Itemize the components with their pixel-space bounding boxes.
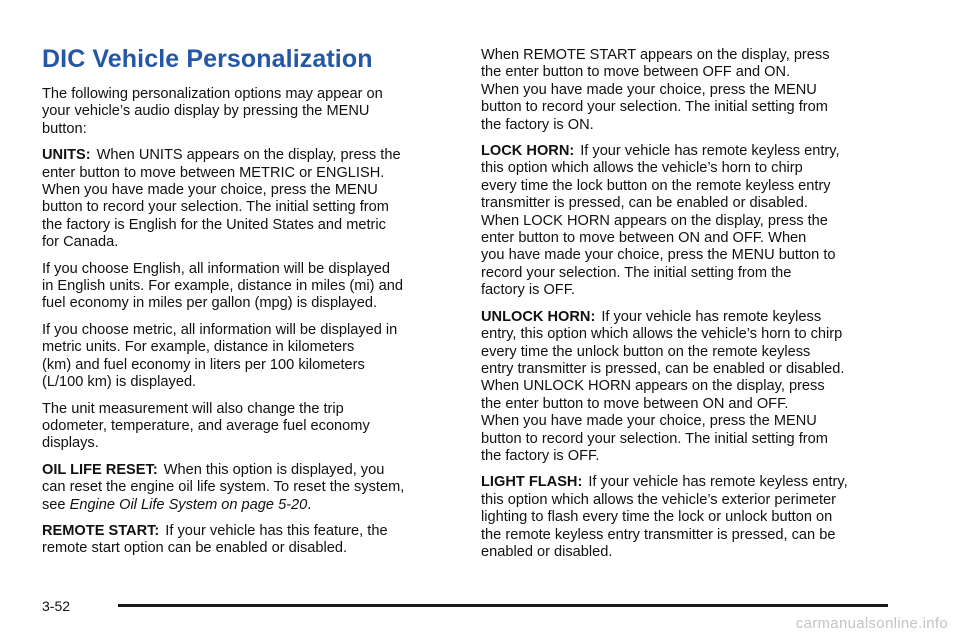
remote-start-paragraph	[42, 523, 454, 558]
remote-start-continued-paragraph: When REMOTE START appears on the display, press the enter button to move between OFF and ON. When you have made your choice, press the MENU button to record your selection. The initial setting from the factory is ON.	[481, 47, 830, 133]
page-heading: DIC Vehicle Personalization	[42, 45, 373, 73]
page-footer	[42, 596, 888, 616]
units-term: UNITS:	[42, 147, 91, 164]
unlock-horn-text: If your vehicle has remote keyless entry, this option which allows the vehicle’s horn to chirp every time the unlock button on the remote keyless entry transmitter is pressed, can be enabled or disabled. When UNLOCK HORN appears on the display, press the enter button to move between ON and OFF. When you have made your choice, press the MENU button to record your selection. The initial setting from the factory is OFF.	[481, 308, 845, 464]
intro-paragraph: The following personalization options may appear on your vehicle’s audio display by pressing the MENU button:	[42, 86, 383, 137]
footer-rule	[118, 604, 888, 607]
metric-paragraph: If you choose metric, all information will be displayed in metric units. For example, distance in kilometers (km) and fuel economy in liters per 100 kilometers (L/100 km) is displayed.	[42, 321, 398, 391]
oil-life-paragraph	[42, 462, 454, 514]
measurement-paragraph: The unit measurement will also change the trip odometer, temperature, and average fuel economy displays.	[42, 400, 370, 452]
units-paragraph	[42, 147, 454, 251]
oil-life-reference-link[interactable]: Engine Oil Life System on page 5-20	[69, 496, 308, 513]
right-column	[481, 47, 897, 570]
watermark: carmanualsonline.info	[795, 615, 948, 632]
unlock-horn-term: UNLOCK HORN:	[481, 308, 596, 325]
lock-horn-term: LOCK HORN:	[481, 143, 575, 160]
remote-start-term: REMOTE START:	[42, 522, 160, 539]
oil-life-end: .	[307, 496, 312, 513]
lock-horn-paragraph	[481, 143, 897, 300]
page-number: 3-52	[42, 598, 71, 614]
oil-life-term: OIL LIFE RESET:	[42, 461, 158, 478]
english-paragraph: If you choose English, all information will be displayed in English units. For example, distance in miles (mi) and fuel economy in miles per gallon (mpg) is displayed.	[42, 260, 403, 312]
light-flash-text: If your vehicle has remote keyless entry, this option which allows the vehicle’s exterior perimeter lighting to flash every time the lock or unlock button on the remote keyless entry transmitter is pressed, can be enabled or disabled.	[481, 474, 848, 560]
lock-horn-text: If your vehicle has remote keyless entry, this option which allows the vehicle’s horn to chirp every time the lock button on the remote keyless entry transmitter is pressed, can be enabled or disabled. When LOCK HORN appears on the display, press the enter button to move between ON and OFF. When you have made your choice, press the MENU button to record your selection. The initial setting from the factory is OFF.	[481, 143, 840, 299]
oil-life-text: When this option is displayed, you can reset the engine oil life system. To reset the system, see	[42, 461, 405, 513]
remote-start-text: If your vehicle has this feature, the remote start option can be enabled or disabled.	[42, 522, 388, 557]
unlock-horn-paragraph	[481, 309, 897, 466]
units-text: When UNITS appears on the display, press the enter button to move between METRIC or ENGLISH. When you have made your choice, press the MENU button to record your selection. The initial setting from the factory is English for the United States and metric for Canada.	[42, 147, 401, 251]
light-flash-term: LIGHT FLASH:	[481, 474, 583, 491]
light-flash-paragraph	[481, 474, 897, 561]
left-column	[42, 44, 454, 567]
